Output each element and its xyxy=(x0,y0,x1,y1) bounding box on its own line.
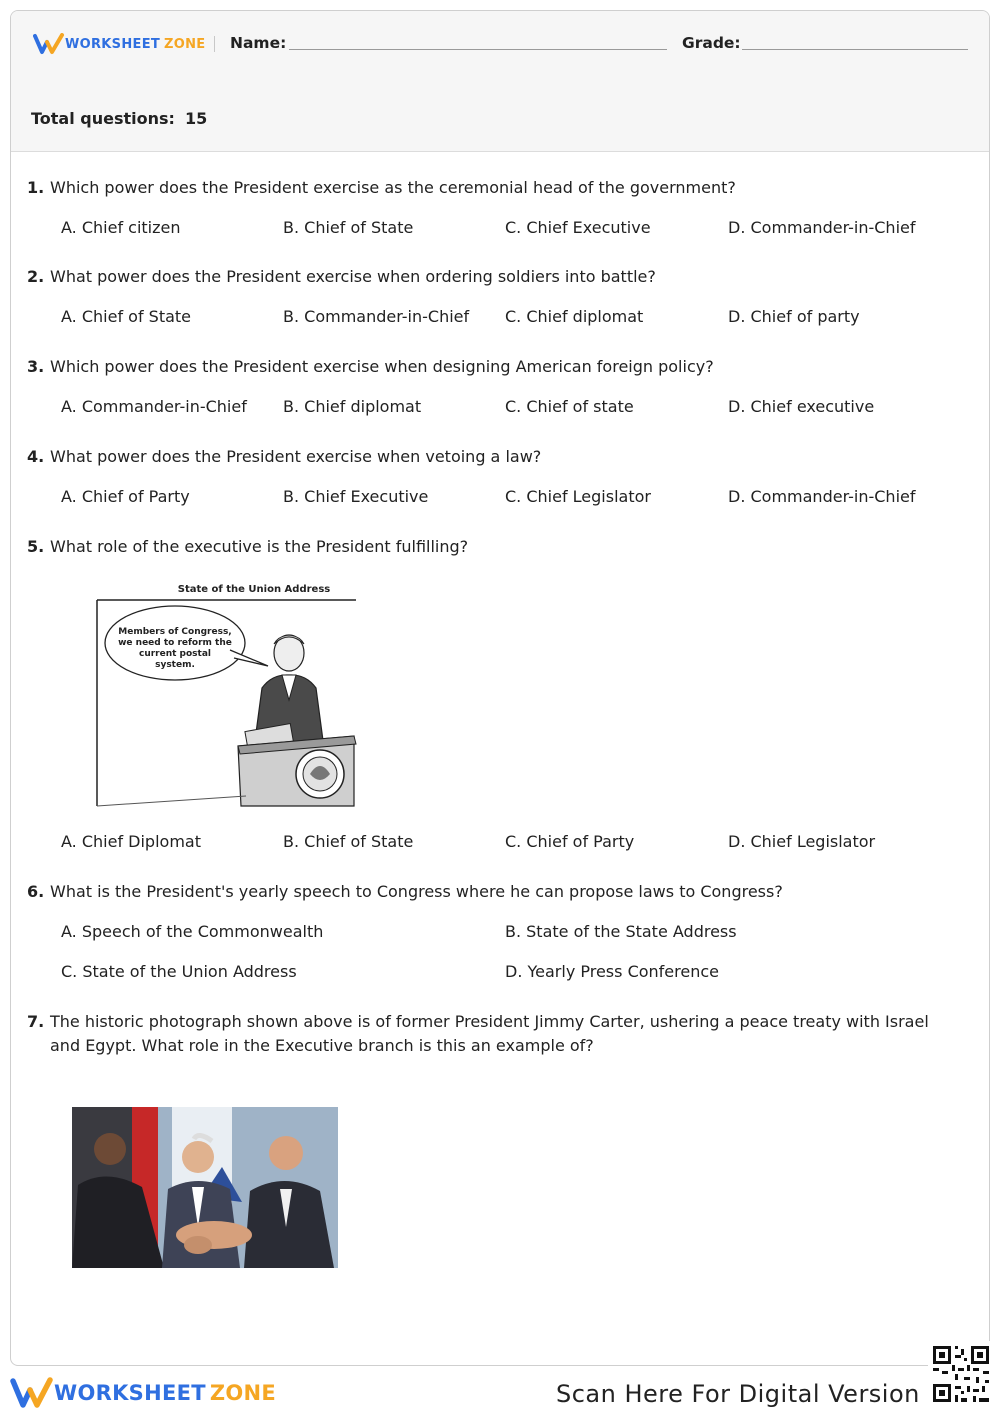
question-1 xyxy=(27,176,930,200)
option-d[interactable]: D. Chief of party xyxy=(728,307,860,326)
option-b[interactable]: B. Chief of State xyxy=(283,218,414,237)
question-text: Which power does the President exercise when designing American foreign policy? xyxy=(50,357,714,376)
option-b[interactable]: B. Chief Executive xyxy=(283,487,429,506)
qr-code-icon[interactable] xyxy=(928,1341,994,1407)
footer-brand-word-worksheet: WORKSHEET xyxy=(54,1381,206,1405)
question-number: 5. xyxy=(27,537,45,556)
option-d[interactable]: D. Commander-in-Chief xyxy=(728,487,916,506)
scan-digital-version-text: Scan Here For Digital Version xyxy=(556,1380,920,1408)
grade-input-line[interactable] xyxy=(742,49,968,50)
option-b[interactable]: B. Chief of State xyxy=(283,832,414,851)
option-a[interactable]: A. Chief citizen xyxy=(61,218,181,237)
option-c[interactable]: C. State of the Union Address xyxy=(61,962,297,981)
cartoon-title: State of the Union Address xyxy=(177,584,331,595)
option-d[interactable]: D. Chief executive xyxy=(728,397,875,416)
carter-peace-treaty-photo xyxy=(72,1107,338,1268)
header-divider xyxy=(214,36,215,52)
grade-label: Grade: xyxy=(682,34,741,52)
option-c[interactable]: C. Chief of state xyxy=(505,397,634,416)
brand-w-icon xyxy=(33,33,65,55)
question-number: 4. xyxy=(27,447,45,466)
question-3 xyxy=(27,355,930,379)
question-number: 2. xyxy=(27,267,45,286)
svg-text:Members of Congress,: Members of Congress, xyxy=(118,627,232,637)
question-text: What power does the President exercise when ordering soldiers into battle? xyxy=(50,267,656,286)
cartoon-state-of-union xyxy=(96,578,358,810)
worksheet-header xyxy=(11,11,989,152)
option-b[interactable]: B. State of the State Address xyxy=(505,922,737,941)
option-d[interactable]: D. Chief Legislator xyxy=(728,832,876,851)
option-a[interactable]: A. Speech of the Commonwealth xyxy=(61,922,324,941)
question-7 xyxy=(27,1010,930,1058)
option-c[interactable]: C. Chief of Party xyxy=(505,832,635,851)
option-a[interactable]: A. Chief of Party xyxy=(61,487,190,506)
option-a[interactable]: A. Commander-in-Chief xyxy=(61,397,247,416)
question-text: Which power does the President exercise as the ceremonial head of the government? xyxy=(50,178,736,197)
question-text: What power does the President exercise when vetoing a law? xyxy=(50,447,542,466)
question-5 xyxy=(27,535,930,559)
svg-text:system.: system. xyxy=(155,660,195,670)
question-4 xyxy=(27,445,930,469)
option-d[interactable]: D. Yearly Press Conference xyxy=(505,962,719,981)
option-c[interactable]: C. Chief Legislator xyxy=(505,487,651,506)
total-questions-value: 15 xyxy=(184,109,208,128)
question-text: What role of the executive is the President fulfilling? xyxy=(50,537,469,556)
footer-brand-w-icon xyxy=(10,1377,54,1409)
question-number: 6. xyxy=(27,882,45,901)
option-c[interactable]: C. Chief Executive xyxy=(505,218,651,237)
footer-brand-logo xyxy=(10,1377,276,1409)
question-number: 1. xyxy=(27,178,45,197)
option-a[interactable]: A. Chief of State xyxy=(61,307,192,326)
question-6 xyxy=(27,880,930,904)
option-b[interactable]: B. Chief diplomat xyxy=(283,397,422,416)
total-questions xyxy=(31,109,207,128)
brand-word-worksheet: WORKSHEET xyxy=(65,36,161,52)
question-number: 3. xyxy=(27,357,45,376)
brand-logo xyxy=(33,33,206,55)
brand-word-zone: ZONE xyxy=(164,36,206,52)
svg-text:we need to reform the: we need to reform the xyxy=(118,638,232,648)
option-b[interactable]: B. Commander-in-Chief xyxy=(283,307,470,326)
svg-text:current postal: current postal xyxy=(138,649,212,659)
question-text: What is the President's yearly speech to Congress where he can propose laws to Congress? xyxy=(50,882,783,901)
footer-brand-word-zone: ZONE xyxy=(209,1381,277,1405)
option-d[interactable]: D. Commander-in-Chief xyxy=(728,218,916,237)
question-2 xyxy=(27,265,930,289)
question-number: 7. xyxy=(27,1012,45,1031)
name-input-line[interactable] xyxy=(289,49,667,50)
option-c[interactable]: C. Chief diplomat xyxy=(505,307,644,326)
option-a[interactable]: A. Chief Diplomat xyxy=(61,832,201,851)
total-questions-label: Total questions: xyxy=(31,109,175,128)
question-text: The historic photograph shown above is of former President Jimmy Carter, ushering a peace treaty with Israel and Egypt. What role in the Executive branch is this an example of? xyxy=(50,1012,929,1055)
name-label: Name: xyxy=(230,34,287,52)
